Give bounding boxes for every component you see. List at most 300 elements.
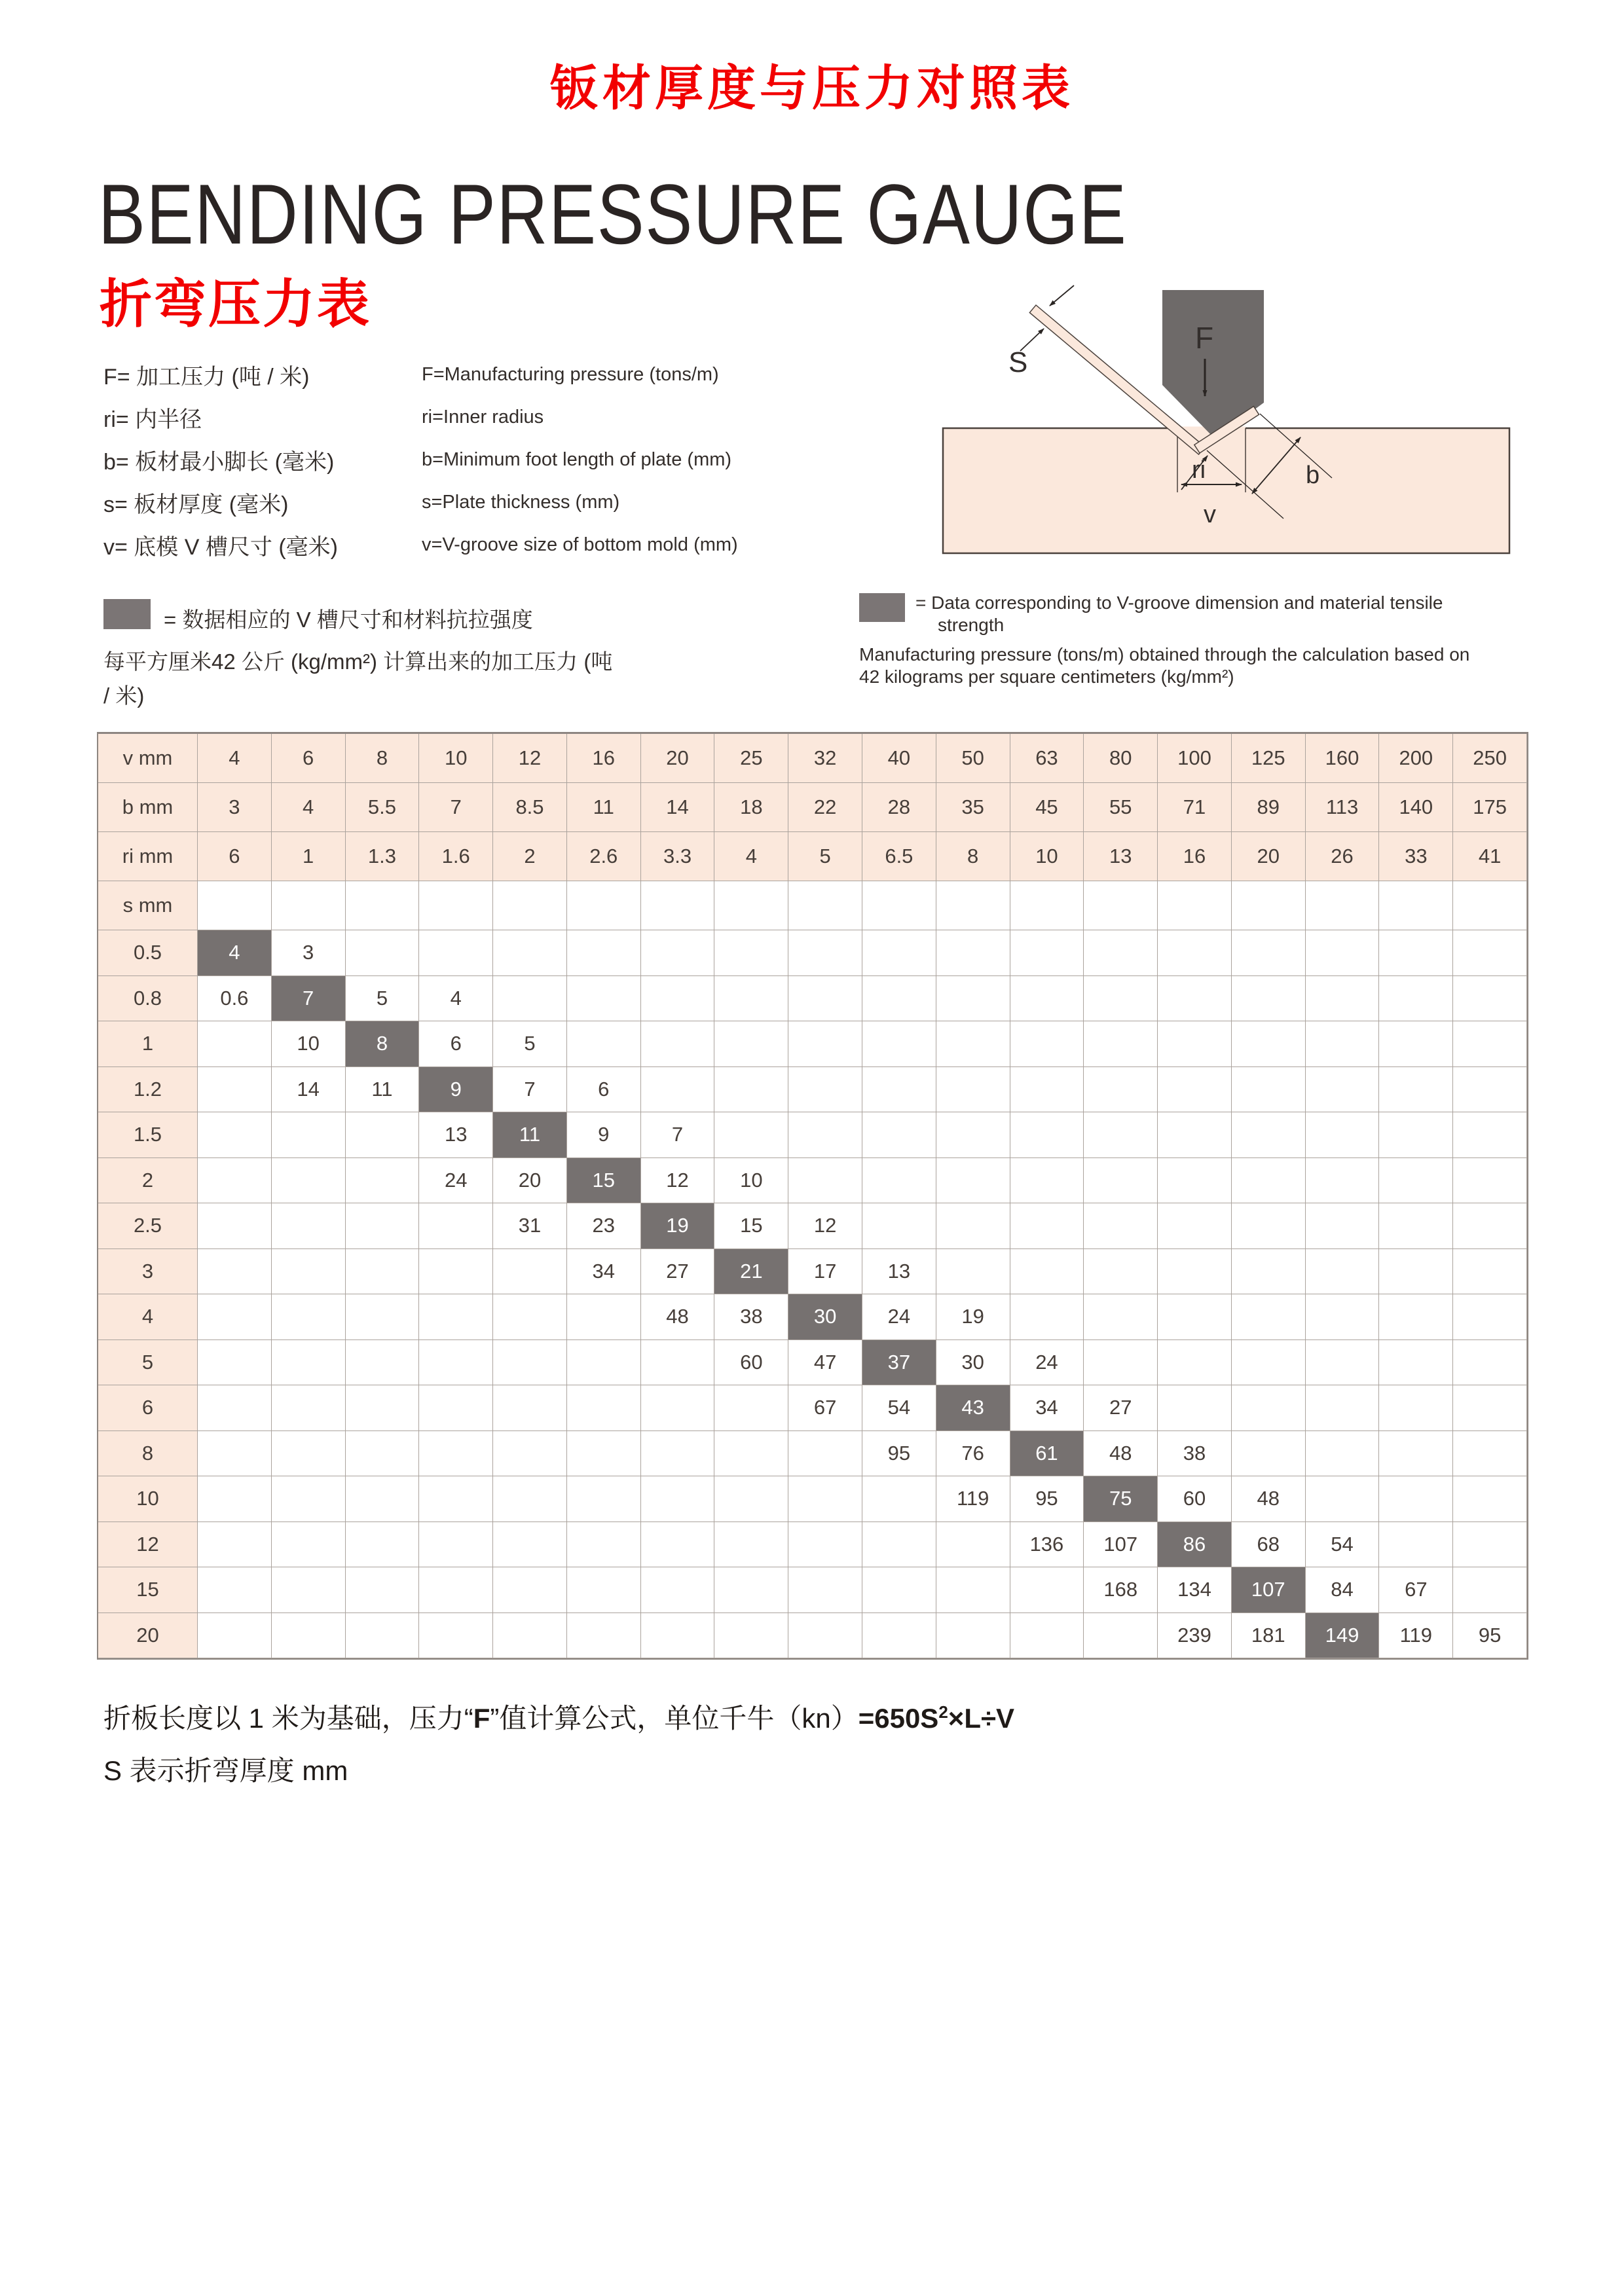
pressure-cell [567, 1522, 641, 1568]
v-header-value: 50 [936, 734, 1010, 783]
empty-cell [936, 881, 1010, 930]
definition-cn-text: s= 板材厚度 (毫米) [103, 492, 289, 517]
pressure-cell [1453, 1522, 1527, 1568]
pressure-cell [419, 1613, 493, 1659]
pressure-cell [1084, 1249, 1158, 1295]
empty-cell [346, 881, 420, 930]
v-header-value: 80 [1084, 734, 1158, 783]
pressure-cell [641, 1021, 715, 1067]
pressure-cell [272, 1476, 346, 1522]
pressure-cell: 86 [1158, 1522, 1232, 1568]
pressure-cell [346, 1567, 420, 1613]
pressure-cell [1453, 1021, 1527, 1067]
b-header-value: 5.5 [346, 783, 420, 832]
pressure-cell [346, 1249, 420, 1295]
pressure-cell [1232, 1249, 1306, 1295]
pressure-cell [1306, 1476, 1380, 1522]
pressure-cell [1158, 1340, 1232, 1386]
pressure-cell [1232, 930, 1306, 976]
pressure-cell [1306, 1249, 1380, 1295]
pressure-cell [862, 1021, 936, 1067]
pressure-cell: 7 [641, 1112, 715, 1158]
pressure-cell [1232, 1340, 1306, 1386]
pressure-cell [1158, 930, 1232, 976]
empty-cell [1010, 881, 1084, 930]
pressure-cell: 84 [1306, 1567, 1380, 1613]
pressure-cell [272, 1385, 346, 1431]
pressure-cell [272, 1613, 346, 1659]
pressure-cell [493, 1613, 567, 1659]
pressure-cell [1158, 1203, 1232, 1249]
force-label: F [1195, 321, 1214, 355]
pressure-cell [936, 1067, 1010, 1113]
empty-cell [1158, 881, 1232, 930]
pressure-cell [198, 1203, 272, 1249]
pressure-cell [1453, 1294, 1527, 1340]
pressure-cell [198, 1385, 272, 1431]
pressure-cell [1158, 1385, 1232, 1431]
pressure-cell: 119 [936, 1476, 1010, 1522]
pressure-cell [1453, 1249, 1527, 1295]
pressure-cell: 95 [1453, 1613, 1527, 1659]
definitions-list [103, 354, 929, 566]
pressure-cell [862, 1112, 936, 1158]
pressure-cell [346, 1431, 420, 1477]
s-value: 1 [98, 1021, 198, 1067]
pressure-cell [493, 930, 567, 976]
die-block [943, 428, 1509, 553]
pressure-cell [272, 1203, 346, 1249]
definition-row [103, 354, 929, 396]
empty-cell [1306, 881, 1380, 930]
pressure-cell [1306, 1158, 1380, 1204]
definition-cn-text: b= 板材最小脚长 (毫米) [103, 450, 335, 475]
pressure-cell [936, 1613, 1010, 1659]
pressure-cell [788, 1431, 862, 1477]
pressure-cell [1379, 1385, 1453, 1431]
pressure-cell [936, 976, 1010, 1022]
pressure-cell [419, 1249, 493, 1295]
pressure-cell: 38 [714, 1294, 788, 1340]
pressure-cell [1306, 1294, 1380, 1340]
pressure-cell [272, 1158, 346, 1204]
pressure-cell [1158, 1294, 1232, 1340]
pressure-cell [788, 1021, 862, 1067]
pressure-cell: 76 [936, 1431, 1010, 1477]
pressure-cell [936, 1522, 1010, 1568]
pressure-cell [1158, 976, 1232, 1022]
pressure-cell [1232, 1158, 1306, 1204]
pressure-cell [641, 1522, 715, 1568]
pressure-cell [419, 1203, 493, 1249]
pressure-cell [1453, 1340, 1527, 1386]
v-header-value: 20 [641, 734, 715, 783]
pressure-cell [1306, 930, 1380, 976]
pressure-cell: 168 [1084, 1567, 1158, 1613]
thickness-arrow-top [1050, 285, 1074, 306]
pressure-cell [346, 1158, 420, 1204]
legend-left-line1: = 数据相应的 V 槽尺寸和材料抗拉强度 [164, 608, 533, 632]
empty-cell [1453, 881, 1527, 930]
s-value: 2 [98, 1158, 198, 1204]
pressure-cell [936, 1249, 1010, 1295]
pressure-cell [493, 1340, 567, 1386]
pressure-cell [936, 1567, 1010, 1613]
pressure-cell [1379, 1340, 1453, 1386]
definition-row [103, 481, 929, 524]
empty-cell [1232, 881, 1306, 930]
v-header-value: 4 [198, 734, 272, 783]
pressure-cell: 7 [272, 976, 346, 1022]
pressure-cell [1379, 1522, 1453, 1568]
legend-right-line3: Manufacturing pressure (tons/m) obtained through the calculation based on [859, 644, 1470, 665]
pressure-cell [1084, 1613, 1158, 1659]
formula-sup: 2 [938, 1702, 948, 1722]
pressure-cell [346, 1385, 420, 1431]
pressure-cell: 47 [788, 1340, 862, 1386]
pressure-cell [1158, 1112, 1232, 1158]
pressure-cell [1232, 1112, 1306, 1158]
pressure-cell: 4 [198, 930, 272, 976]
pressure-cell [1158, 1249, 1232, 1295]
empty-cell [862, 881, 936, 930]
pressure-cell [936, 930, 1010, 976]
pressure-cell: 48 [641, 1294, 715, 1340]
ri-header-value: 1.6 [419, 832, 493, 881]
definition-cn-text: v= 底模 V 槽尺寸 (毫米) [103, 535, 338, 560]
pressure-cell [346, 1203, 420, 1249]
ri-header-value: 16 [1158, 832, 1232, 881]
pressure-cell [1010, 1294, 1084, 1340]
pressure-cell [641, 1567, 715, 1613]
pressure-cell: 61 [1010, 1431, 1084, 1477]
s-value: 1.2 [98, 1067, 198, 1113]
empty-cell [714, 881, 788, 930]
foot-length-label: b [1306, 462, 1320, 489]
v-header-value: 6 [272, 734, 346, 783]
pressure-cell [788, 976, 862, 1022]
pressure-cell [567, 1340, 641, 1386]
pressure-cell [714, 1476, 788, 1522]
pressure-cell [1306, 1340, 1380, 1386]
ri-header-value: 41 [1453, 832, 1527, 881]
s-value: 0.8 [98, 976, 198, 1022]
v-header-value: 250 [1453, 734, 1527, 783]
pressure-cell [714, 1431, 788, 1477]
b-row-label: b mm [98, 783, 198, 832]
pressure-cell [1232, 1021, 1306, 1067]
pressure-cell: 107 [1232, 1567, 1306, 1613]
pressure-cell [198, 1067, 272, 1113]
pressure-cell [493, 1385, 567, 1431]
b-header-value: 7 [419, 783, 493, 832]
pressure-cell: 27 [1084, 1385, 1158, 1431]
pressure-cell [1010, 1021, 1084, 1067]
pressure-cell [1453, 1476, 1527, 1522]
pressure-cell: 37 [862, 1340, 936, 1386]
pressure-cell [862, 1613, 936, 1659]
v-groove-label: v [1204, 501, 1216, 528]
pressure-cell: 134 [1158, 1567, 1232, 1613]
b-header-value: 89 [1232, 783, 1306, 832]
pressure-cell [641, 1340, 715, 1386]
definition-en-text: F=Manufacturing pressure (tons/m) [422, 364, 719, 385]
b-header-value: 28 [862, 783, 936, 832]
pressure-cell [1084, 1158, 1158, 1204]
pressure-cell: 38 [1158, 1431, 1232, 1477]
s-value: 10 [98, 1476, 198, 1522]
formula-f: F [473, 1703, 490, 1734]
pressure-cell: 9 [567, 1112, 641, 1158]
ri-header-value: 13 [1084, 832, 1158, 881]
v-header-value: 8 [346, 734, 420, 783]
pressure-cell [641, 1613, 715, 1659]
bending-diagram [917, 275, 1532, 570]
pressure-cell [198, 1294, 272, 1340]
legend-swatch-right [859, 593, 905, 622]
pressure-cell [1010, 976, 1084, 1022]
pressure-cell [1379, 976, 1453, 1022]
empty-cell [641, 881, 715, 930]
pressure-cell [1306, 1203, 1380, 1249]
pressure-cell: 34 [1010, 1385, 1084, 1431]
pressure-cell [346, 1476, 420, 1522]
pressure-cell [198, 1249, 272, 1295]
pressure-cell: 34 [567, 1249, 641, 1295]
b-header-value: 35 [936, 783, 1010, 832]
b-header-value: 4 [272, 783, 346, 832]
main-title: BENDING PRESSURE GAUGE [98, 166, 1128, 262]
s-value: 8 [98, 1431, 198, 1477]
formula-bold2: ×L÷V [948, 1703, 1015, 1734]
pressure-cell [788, 1476, 862, 1522]
pressure-cell: 13 [419, 1112, 493, 1158]
b-header-value: 14 [641, 783, 715, 832]
ri-header-value: 10 [1010, 832, 1084, 881]
pressure-cell [567, 1021, 641, 1067]
pressure-cell: 9 [419, 1067, 493, 1113]
pressure-cell: 24 [1010, 1340, 1084, 1386]
s-value: 15 [98, 1567, 198, 1613]
pressure-cell [1010, 1613, 1084, 1659]
pressure-cell [1084, 1340, 1158, 1386]
pressure-cell [1232, 1067, 1306, 1113]
s-value: 6 [98, 1385, 198, 1431]
pressure-cell [1379, 1431, 1453, 1477]
empty-cell [1084, 881, 1158, 930]
v-header-value: 160 [1306, 734, 1380, 783]
pressure-cell [1084, 1067, 1158, 1113]
pressure-cell: 6 [567, 1067, 641, 1113]
pressure-cell [936, 1158, 1010, 1204]
pressure-cell [567, 1567, 641, 1613]
ri-header-value: 2 [493, 832, 567, 881]
s-row-label: s mm [98, 881, 198, 930]
pressure-cell [346, 1112, 420, 1158]
pressure-cell: 48 [1232, 1476, 1306, 1522]
s-value: 1.5 [98, 1112, 198, 1158]
pressure-cell: 75 [1084, 1476, 1158, 1522]
b-header-value: 3 [198, 783, 272, 832]
definition-row [103, 524, 929, 566]
b-header-value: 22 [788, 783, 862, 832]
v-header-value: 40 [862, 734, 936, 783]
b-header-value: 18 [714, 783, 788, 832]
legend-right-line2: strength [938, 615, 1005, 635]
pressure-cell: 4 [419, 976, 493, 1022]
pressure-cell: 11 [346, 1067, 420, 1113]
v-header-value: 125 [1232, 734, 1306, 783]
pressure-cell [198, 1522, 272, 1568]
definition-en-text: ri=Inner radius [422, 407, 544, 428]
sub-title: 折弯压力表 [100, 275, 371, 333]
pressure-cell [346, 1613, 420, 1659]
pressure-cell [419, 1476, 493, 1522]
pressure-cell [198, 1476, 272, 1522]
pressure-cell: 20 [493, 1158, 567, 1204]
pressure-cell [936, 1203, 1010, 1249]
pressure-cell [419, 1340, 493, 1386]
b-header-value: 11 [567, 783, 641, 832]
pressure-cell [1379, 930, 1453, 976]
ri-header-value: 6.5 [862, 832, 936, 881]
pressure-cell [567, 930, 641, 976]
pressure-cell [1158, 1021, 1232, 1067]
pressure-cell [862, 1158, 936, 1204]
s-value: 4 [98, 1294, 198, 1340]
pressure-cell: 48 [1084, 1431, 1158, 1477]
pressure-cell [1010, 1112, 1084, 1158]
ri-header-value: 1.3 [346, 832, 420, 881]
empty-cell [493, 881, 567, 930]
pressure-cell [1084, 930, 1158, 976]
pressure-cell [714, 1522, 788, 1568]
pressure-cell [1306, 1112, 1380, 1158]
v-header-value: 100 [1158, 734, 1232, 783]
v-header-value: 63 [1010, 734, 1084, 783]
pressure-cell: 27 [641, 1249, 715, 1295]
pressure-cell [1306, 1067, 1380, 1113]
empty-cell [419, 881, 493, 930]
pressure-cell [788, 1067, 862, 1113]
pressure-cell [1306, 1021, 1380, 1067]
pressure-cell [493, 1294, 567, 1340]
pressure-cell [1010, 1203, 1084, 1249]
pressure-cell [1010, 1249, 1084, 1295]
empty-cell [272, 881, 346, 930]
pressure-cell [198, 1112, 272, 1158]
pressure-cell [346, 1340, 420, 1386]
pressure-cell [1379, 1249, 1453, 1295]
page-top-title: 钣材厚度与压力对照表 [550, 61, 1074, 115]
pressure-cell: 10 [714, 1158, 788, 1204]
pressure-cell: 149 [1306, 1613, 1380, 1659]
pressure-cell [1379, 1158, 1453, 1204]
pressure-cell: 19 [641, 1203, 715, 1249]
pressure-cell [862, 1567, 936, 1613]
pressure-cell: 67 [788, 1385, 862, 1431]
pressure-cell [1084, 1203, 1158, 1249]
pressure-cell [788, 1158, 862, 1204]
pressure-cell [862, 1476, 936, 1522]
pressure-cell: 54 [862, 1385, 936, 1431]
v-header-value: 16 [567, 734, 641, 783]
pressure-cell [1010, 1158, 1084, 1204]
pressure-cell [1453, 1567, 1527, 1613]
b-header-value: 175 [1453, 783, 1527, 832]
pressure-cell [1084, 976, 1158, 1022]
pressure-cell [493, 1522, 567, 1568]
pressure-cell [567, 1385, 641, 1431]
pressure-cell [714, 930, 788, 976]
pressure-cell [1453, 1067, 1527, 1113]
legend-right-line1: = Data corresponding to V-groove dimension and material tensile [915, 592, 1443, 613]
empty-cell [1379, 881, 1453, 930]
formula-line-1 [103, 1697, 1014, 1736]
definition-cn-text: ri= 内半径 [103, 407, 202, 432]
pressure-cell: 5 [493, 1021, 567, 1067]
pressure-cell [272, 1431, 346, 1477]
pressure-cell [1453, 1431, 1527, 1477]
pressure-cell [1453, 1158, 1527, 1204]
pressure-cell [1379, 1067, 1453, 1113]
b-header-value: 71 [1158, 783, 1232, 832]
pressure-cell [936, 1112, 1010, 1158]
pressure-cell: 54 [1306, 1522, 1380, 1568]
pressure-cell [198, 1340, 272, 1386]
pressure-cell: 24 [862, 1294, 936, 1340]
pressure-cell [1232, 1203, 1306, 1249]
pressure-cell [1453, 976, 1527, 1022]
pressure-cell [1306, 1385, 1380, 1431]
pressure-cell [198, 1613, 272, 1659]
pressure-cell: 0.6 [198, 976, 272, 1022]
pressure-cell [714, 1567, 788, 1613]
pressure-cell [714, 1021, 788, 1067]
ri-row-label: ri mm [98, 832, 198, 881]
pressure-cell [198, 1431, 272, 1477]
pressure-cell [1232, 1294, 1306, 1340]
pressure-cell [1232, 1385, 1306, 1431]
pressure-cell [272, 1112, 346, 1158]
pressure-cell: 10 [272, 1021, 346, 1067]
pressure-cell [714, 1067, 788, 1113]
pressure-cell: 30 [788, 1294, 862, 1340]
pressure-cell [493, 976, 567, 1022]
pressure-cell [1379, 1203, 1453, 1249]
pressure-cell: 14 [272, 1067, 346, 1113]
ri-header-value: 3.3 [641, 832, 715, 881]
v-header-value: 12 [493, 734, 567, 783]
ri-header-value: 33 [1379, 832, 1453, 881]
legend-left-line3: / 米) [103, 683, 145, 708]
pressure-cell [419, 1294, 493, 1340]
pressure-cell: 13 [862, 1249, 936, 1295]
s-value: 3 [98, 1249, 198, 1295]
pressure-cell [862, 976, 936, 1022]
empty-cell [198, 881, 272, 930]
pressure-cell [862, 930, 936, 976]
pressure-cell [198, 1021, 272, 1067]
pressure-cell: 43 [936, 1385, 1010, 1431]
pressure-cell [1010, 1567, 1084, 1613]
pressure-cell [567, 1294, 641, 1340]
s-value: 12 [98, 1522, 198, 1568]
ri-header-value: 6 [198, 832, 272, 881]
pressure-cell [1379, 1294, 1453, 1340]
pressure-cell [567, 1613, 641, 1659]
pressure-cell: 6 [419, 1021, 493, 1067]
